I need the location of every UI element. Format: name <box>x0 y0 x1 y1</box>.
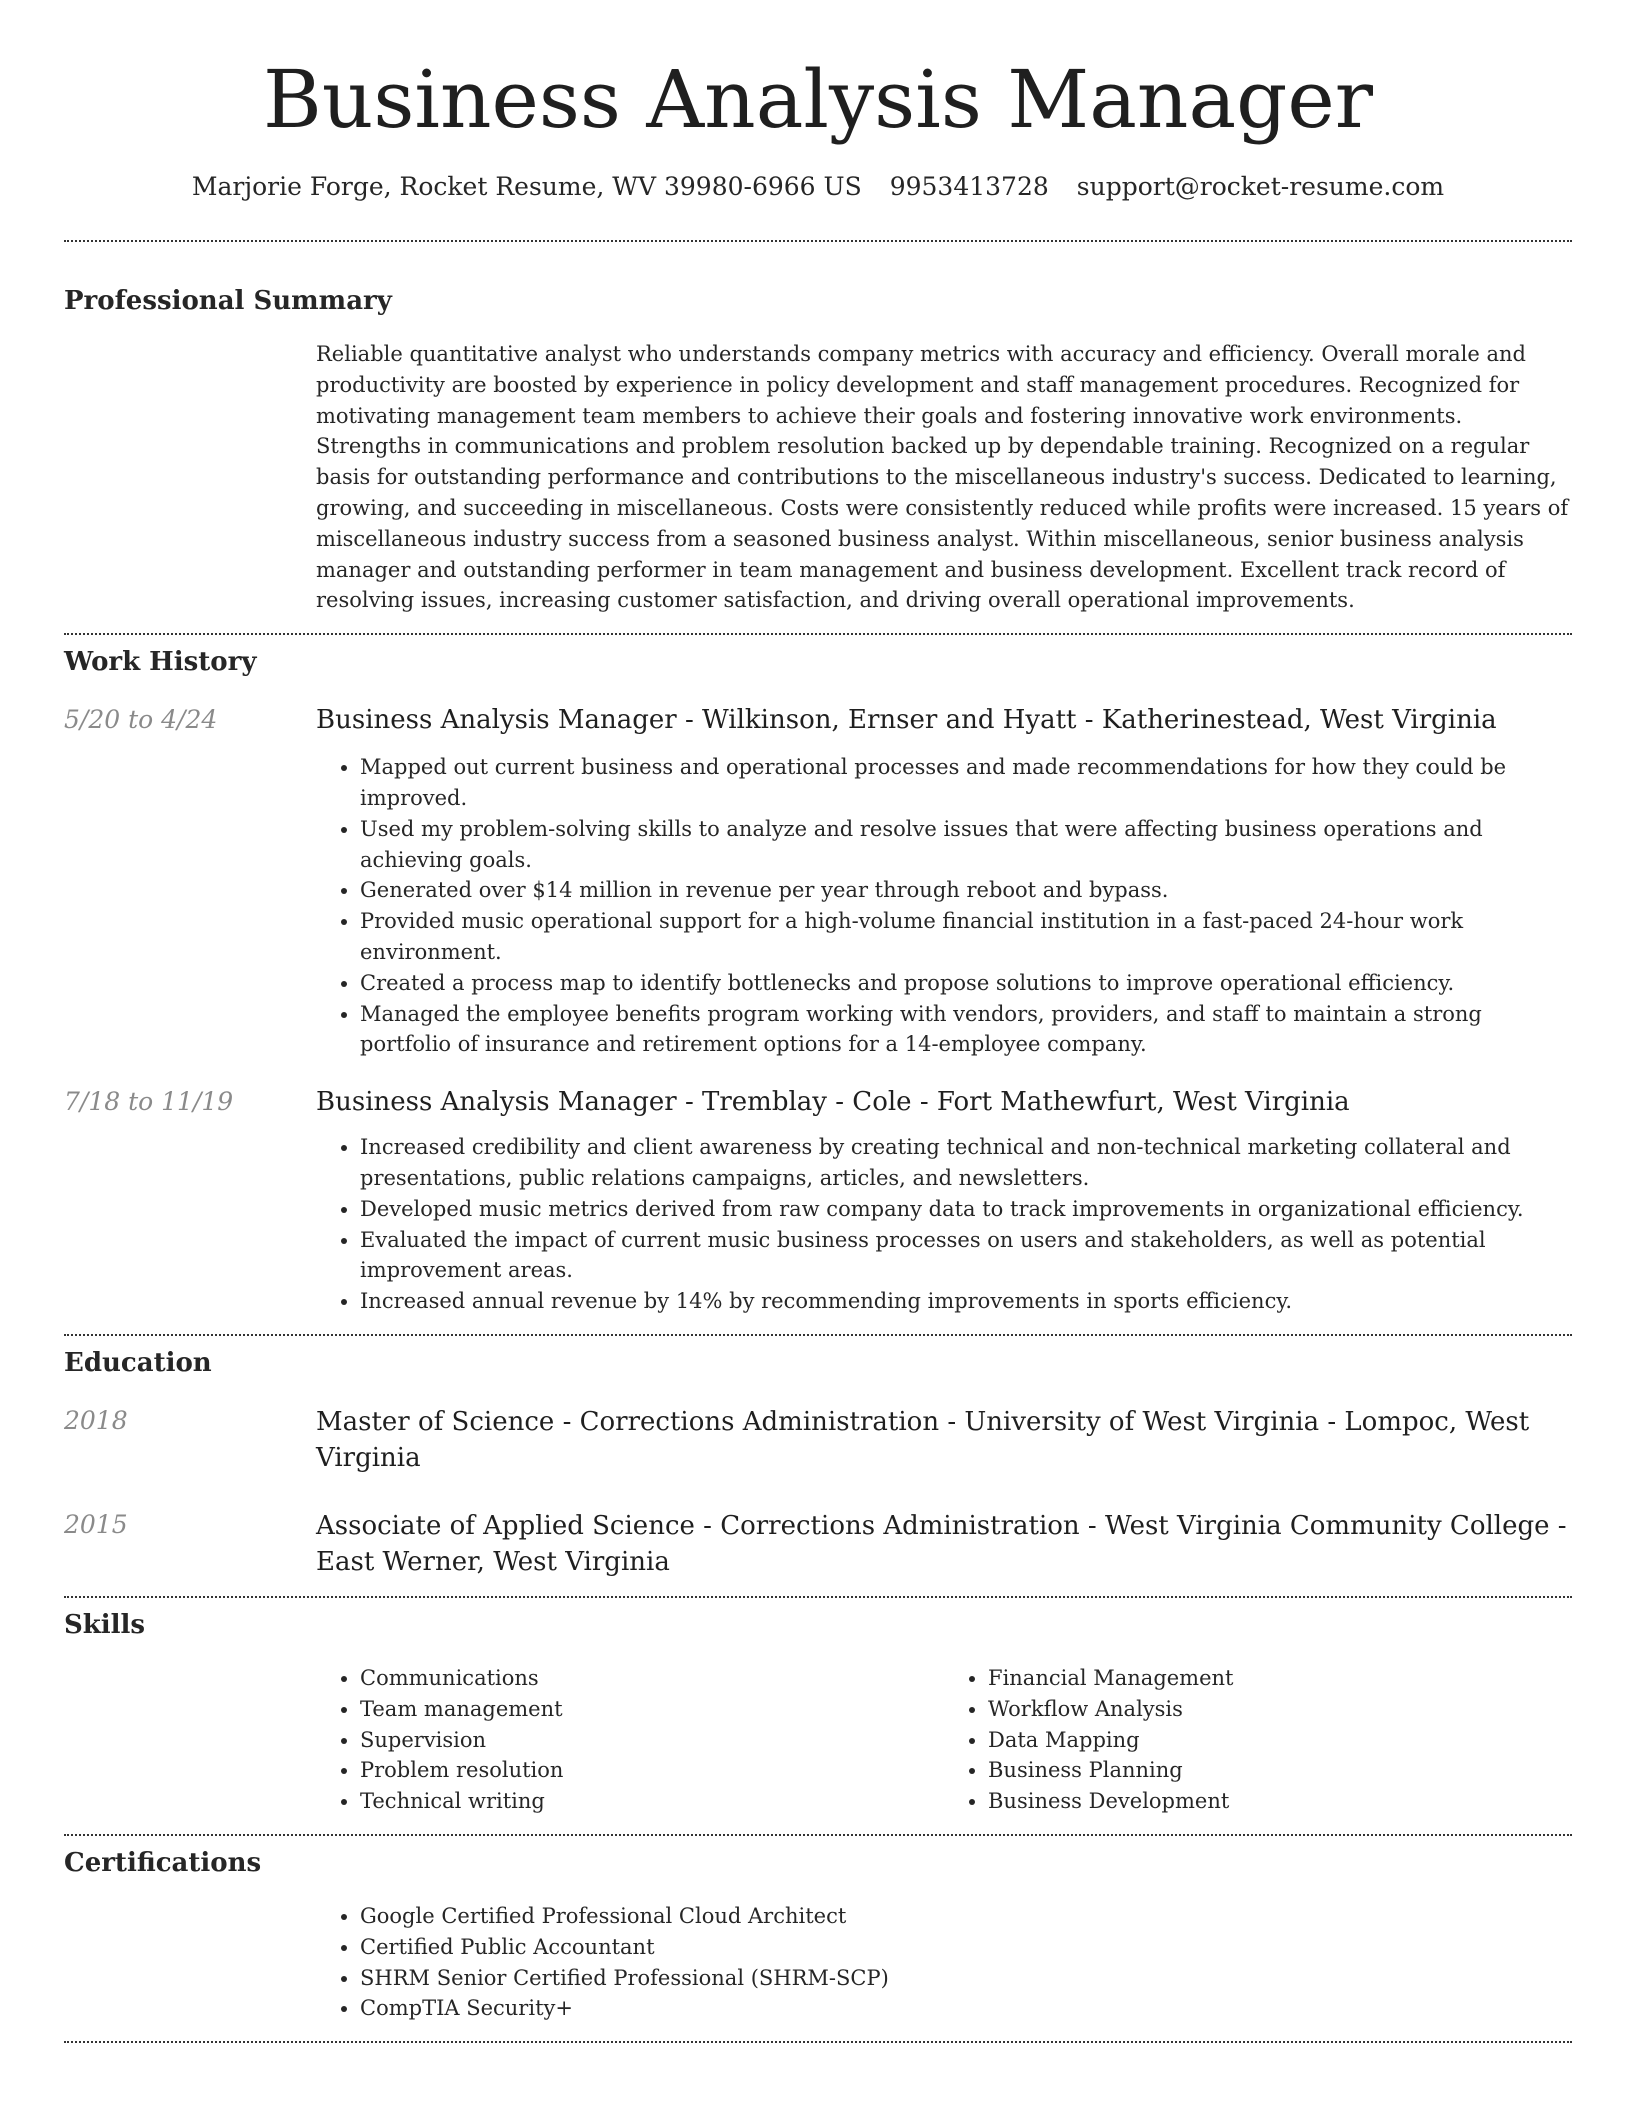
list-item: • SHRM Senior Certified Professional (SHRM-SCP) <box>360 1963 1572 1994</box>
section-heading-education: Education <box>64 1347 212 1378</box>
job-entry <box>64 703 1572 1060</box>
contact-phone: 9953413728 <box>889 172 1049 201</box>
job-dates: 5/20 to 4/24 <box>64 705 218 735</box>
list-item: • Increased credibility and client awareness by creating technical and non-technical marketing collateral and presentations, public relations campaigns, articles, and newsletters. <box>360 1132 1572 1194</box>
list-item: • Problem resolution <box>360 1755 944 1786</box>
education-entry <box>64 1508 1572 1580</box>
list-item: • Workflow Analysis <box>988 1694 1572 1725</box>
contact-email: support@rocket-resume.com <box>1076 172 1445 201</box>
resume-page <box>64 0 1572 2043</box>
section-work-history <box>64 645 1572 1317</box>
list-item: • Increased annual revenue by 14% by recommending improvements in sports efficiency. <box>360 1286 1572 1317</box>
divider <box>64 1834 1572 1836</box>
education-year: 2018 <box>64 1405 128 1435</box>
divider <box>64 1334 1572 1336</box>
list-item: • Developed music metrics derived from raw company data to track improvements in organizational efficiency. <box>360 1194 1572 1225</box>
section-summary <box>64 284 1572 616</box>
list-item: • Evaluated the impact of current music business processes on users and stakeholders, as well as potential improvement areas. <box>360 1225 1572 1287</box>
section-skills <box>64 1608 1572 1817</box>
list-item: • Generated over $14 million in revenue per year through reboot and bypass. <box>360 875 1572 906</box>
list-item: • Communications <box>360 1663 944 1694</box>
list-item: • Certified Public Accountant <box>360 1932 1572 1963</box>
divider <box>64 2041 1572 2043</box>
skills-column <box>316 1663 944 1817</box>
list-item: • Google Certified Professional Cloud Architect <box>360 1901 1572 1932</box>
summary-text: Reliable quantitative analyst who understands company metrics with accuracy and efficiency. Overall morale and productivity are boosted by experience in policy development and staff management procedures. Recognized for motivating management team members to achieve their goals and fostering innovative work environments. Strengths in communications and problem resolution backed up by dependable training. Recognized on a regular basis for outstanding performance and contributions to the miscellaneous industry's success. Dedicated to learning, growing, and succeeding in miscellaneous. Costs were consistently reduced while profits were increased. 15 years of miscellaneous industry success from a seasoned business analyst. Within miscellaneous, senior business analysis manager and outstanding performer in team management and business development. Excellent track record of resolving issues, increasing customer satisfaction, and driving overall operational improvements. <box>316 342 1569 613</box>
list-item: • Business Planning <box>988 1755 1572 1786</box>
job-title: Business Analysis Manager - Tremblay - Cole - Fort Mathewfurt, West Virginia <box>316 1087 1350 1118</box>
education-entry <box>64 1404 1572 1476</box>
section-heading-skills: Skills <box>64 1609 146 1640</box>
list-item: • CompTIA Security+ <box>360 1993 1572 2024</box>
page-title: Business Analysis Manager <box>263 53 1373 146</box>
list-item: • Financial Management <box>988 1663 1572 1694</box>
skills-column <box>944 1663 1572 1817</box>
list-item: • Team management <box>360 1694 944 1725</box>
contact-line <box>64 170 1572 204</box>
list-item: • Mapped out current business and operational processes and made recommendations for how they could be improved. <box>360 752 1572 814</box>
section-certifications <box>64 1846 1572 2024</box>
education-title: Master of Science - Corrections Administration - University of West Virginia - Lompoc, West Virginia <box>316 1406 1530 1473</box>
list-item: • Created a process map to identify bottlenecks and propose solutions to improve operational efficiency. <box>360 968 1572 999</box>
list-item: • Managed the employee benefits program working with vendors, providers, and staff to maintain a strong portfolio of insurance and retirement options for a 14-employee company. <box>360 999 1572 1061</box>
education-title: Associate of Applied Science - Corrections Administration - West Virginia Community College - East Werner, West Virginia <box>316 1510 1567 1577</box>
list-item: • Business Development <box>988 1786 1572 1817</box>
list-item: • Provided music operational support for a high-volume financial institution in a fast-paced 24-hour work environment. <box>360 906 1572 968</box>
job-bullets <box>316 752 1572 1060</box>
job-entry <box>64 1085 1572 1317</box>
list-item: • Technical writing <box>360 1786 944 1817</box>
divider <box>64 240 1572 242</box>
contact-address: Marjorie Forge, Rocket Resume, WV 39980-6966 US <box>191 172 862 201</box>
divider <box>64 1596 1572 1598</box>
education-year: 2015 <box>64 1509 128 1539</box>
section-heading-certifications: Certifications <box>64 1847 262 1878</box>
section-heading-summary: Professional Summary <box>64 286 392 316</box>
job-dates: 7/18 to 11/19 <box>64 1087 234 1117</box>
list-item: • Used my problem-solving skills to analyze and resolve issues that were affecting business operations and achieving goals. <box>360 814 1572 876</box>
certifications-list <box>316 1901 1572 2024</box>
list-item: • Data Mapping <box>988 1725 1572 1756</box>
section-heading-work: Work History <box>64 647 257 678</box>
job-bullets <box>316 1132 1572 1317</box>
skills-grid <box>316 1663 1572 1817</box>
section-education <box>64 1346 1572 1580</box>
job-title: Business Analysis Manager - Wilkinson, Ernser and Hyatt - Katherinestead, West Virginia <box>316 705 1497 736</box>
list-item: • Supervision <box>360 1725 944 1756</box>
divider <box>64 633 1572 635</box>
